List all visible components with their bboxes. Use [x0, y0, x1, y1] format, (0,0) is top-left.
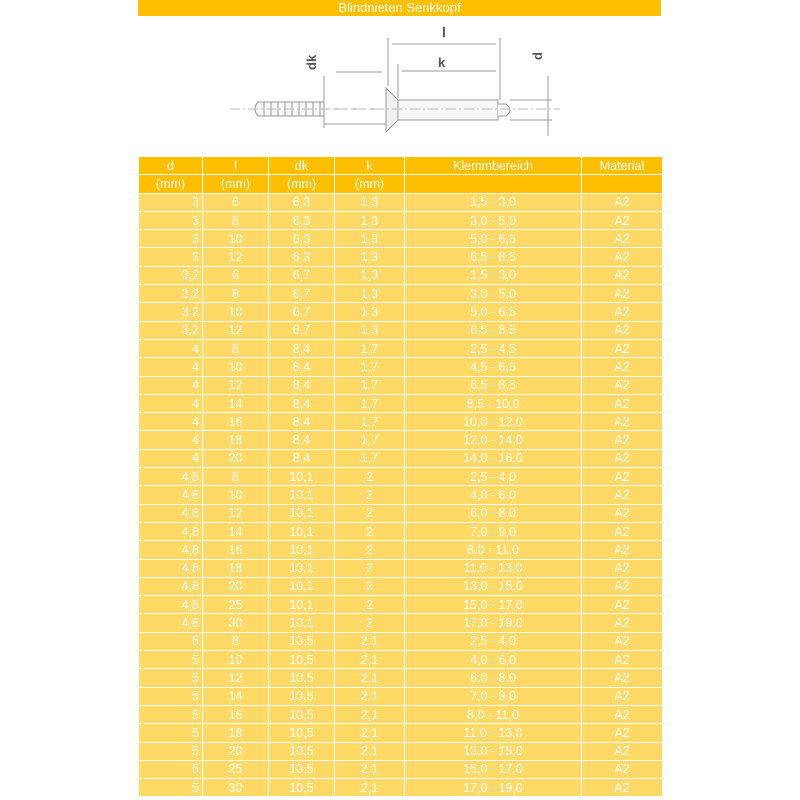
cell-d: 4,8	[139, 614, 203, 632]
cell-material: A2	[582, 687, 663, 705]
cell-d: 4	[139, 376, 203, 394]
unit-d: (mm)	[139, 175, 203, 193]
unit-material	[582, 175, 663, 193]
cell-d: 4	[139, 394, 203, 412]
table-row	[139, 577, 663, 595]
cell-material: A2	[582, 614, 663, 632]
cell-l: 10	[203, 651, 269, 669]
cell-klemmbereich: 6,5 - 8,5	[405, 321, 582, 339]
cell-k: 1,3	[335, 211, 405, 229]
cell-material: A2	[582, 522, 663, 540]
cell-klemmbereich: 11,0 - 13,0	[405, 559, 582, 577]
cell-klemmbereich: 3,0 - 5,0	[405, 211, 582, 229]
cell-k: 1,7	[335, 431, 405, 449]
cell-dk: 6,3	[269, 248, 335, 266]
cell-l: 30	[203, 779, 269, 797]
cell-l: 14	[203, 522, 269, 540]
cell-d: 3,2	[139, 321, 203, 339]
cell-dk: 6,3	[269, 211, 335, 229]
table-row	[139, 486, 663, 504]
cell-dk: 8,4	[269, 449, 335, 467]
cell-material: A2	[582, 742, 663, 760]
cell-l: 14	[203, 394, 269, 412]
table-row	[139, 376, 663, 394]
cell-klemmbereich: 2,5 - 4,0	[405, 632, 582, 650]
unit-klemmbereich	[405, 175, 582, 193]
cell-dk: 10,1	[269, 486, 335, 504]
cell-klemmbereich: 4,0 - 6,0	[405, 651, 582, 669]
cell-d: 4,8	[139, 577, 203, 595]
table-row	[139, 431, 663, 449]
table-row	[139, 358, 663, 376]
cell-klemmbereich: 8,5 - 10,0	[405, 394, 582, 412]
cell-klemmbereich: 11,0 - 13,0	[405, 724, 582, 742]
cell-k: 2,1	[335, 724, 405, 742]
cell-d: 4	[139, 449, 203, 467]
cell-k: 1,3	[335, 285, 405, 303]
cell-dk: 10,5	[269, 724, 335, 742]
dimension-label-dk: dk	[304, 54, 319, 70]
cell-dk: 10,1	[269, 522, 335, 540]
dimension-label-d: d	[530, 52, 545, 60]
table-row	[139, 632, 663, 650]
table-row	[139, 449, 663, 467]
cell-klemmbereich: 1,5 - 3,0	[405, 266, 582, 284]
cell-k: 1,3	[335, 230, 405, 248]
cell-klemmbereich: 12,0 - 14,0	[405, 431, 582, 449]
cell-k: 2	[335, 522, 405, 540]
dimension-label-l: l	[442, 24, 446, 40]
cell-k: 2	[335, 614, 405, 632]
cell-k: 2,1	[335, 760, 405, 778]
cell-dk: 8,4	[269, 431, 335, 449]
cell-klemmbereich: 15,0 - 17,0	[405, 760, 582, 778]
cell-k: 2,1	[335, 669, 405, 687]
cell-k: 2,1	[335, 632, 405, 650]
table-row	[139, 266, 663, 284]
cell-klemmbereich: 4,5 - 6,5	[405, 358, 582, 376]
cell-k: 1,7	[335, 449, 405, 467]
cell-l: 16	[203, 413, 269, 431]
table-row	[139, 504, 663, 522]
unit-k: (mm)	[335, 175, 405, 193]
cell-material: A2	[582, 596, 663, 614]
cell-material: A2	[582, 724, 663, 742]
cell-k: 2,1	[335, 742, 405, 760]
cell-l: 20	[203, 577, 269, 595]
cell-k: 2	[335, 596, 405, 614]
cell-dk: 10,1	[269, 468, 335, 486]
cell-k: 1,7	[335, 413, 405, 431]
cell-material: A2	[582, 303, 663, 321]
cell-l: 14	[203, 687, 269, 705]
cell-d: 3,2	[139, 303, 203, 321]
cell-klemmbereich: 7,0 - 9,0	[405, 522, 582, 540]
cell-dk: 10,1	[269, 596, 335, 614]
cell-l: 12	[203, 669, 269, 687]
cell-klemmbereich: 10,0 - 12,0	[405, 413, 582, 431]
table-row	[139, 779, 663, 797]
cell-k: 2	[335, 541, 405, 559]
cell-d: 5	[139, 669, 203, 687]
cell-d: 4,8	[139, 541, 203, 559]
cell-d: 5	[139, 687, 203, 705]
cell-dk: 10,5	[269, 669, 335, 687]
cell-d: 4,8	[139, 486, 203, 504]
header-dk: dk	[269, 157, 335, 175]
page-title: Blindnieten Senkkopf	[138, 0, 661, 16]
cell-k: 1,3	[335, 193, 405, 211]
cell-k: 1,3	[335, 266, 405, 284]
cell-l: 6	[203, 193, 269, 211]
cell-dk: 6,7	[269, 285, 335, 303]
table-row	[139, 596, 663, 614]
header-d: d	[139, 157, 203, 175]
cell-k: 2	[335, 486, 405, 504]
cell-dk: 10,5	[269, 705, 335, 723]
cell-klemmbereich: 8,0 - 11,0	[405, 541, 582, 559]
header-row	[139, 157, 663, 175]
cell-material: A2	[582, 632, 663, 650]
cell-material: A2	[582, 541, 663, 559]
cell-material: A2	[582, 760, 663, 778]
cell-klemmbereich: 5,0 - 6,5	[405, 303, 582, 321]
cell-d: 4,8	[139, 468, 203, 486]
cell-klemmbereich: 2,5 - 4,5	[405, 339, 582, 357]
cell-dk: 8,4	[269, 413, 335, 431]
cell-k: 1,3	[335, 303, 405, 321]
cell-material: A2	[582, 559, 663, 577]
cell-d: 4	[139, 413, 203, 431]
cell-d: 5	[139, 760, 203, 778]
cell-material: A2	[582, 651, 663, 669]
unit-l: (mm)	[203, 175, 269, 193]
cell-material: A2	[582, 413, 663, 431]
cell-l: 25	[203, 760, 269, 778]
table-row	[139, 303, 663, 321]
table-row	[139, 742, 663, 760]
cell-material: A2	[582, 321, 663, 339]
cell-material: A2	[582, 248, 663, 266]
cell-material: A2	[582, 394, 663, 412]
cell-d: 4,8	[139, 504, 203, 522]
cell-material: A2	[582, 285, 663, 303]
cell-l: 10	[203, 230, 269, 248]
cell-klemmbereich: 13,0 - 15,0	[405, 577, 582, 595]
header-k: k	[335, 157, 405, 175]
cell-material: A2	[582, 468, 663, 486]
cell-l: 6	[203, 266, 269, 284]
cell-d: 4,8	[139, 522, 203, 540]
cell-dk: 10,5	[269, 632, 335, 650]
cell-klemmbereich: 8,0 - 11,0	[405, 705, 582, 723]
cell-dk: 8,4	[269, 358, 335, 376]
cell-k: 2,1	[335, 779, 405, 797]
cell-dk: 10,1	[269, 504, 335, 522]
cell-klemmbereich: 17,0 - 19,0	[405, 779, 582, 797]
table-row	[139, 651, 663, 669]
cell-d: 3	[139, 248, 203, 266]
cell-material: A2	[582, 211, 663, 229]
cell-l: 25	[203, 596, 269, 614]
cell-dk: 6,7	[269, 266, 335, 284]
cell-d: 5	[139, 632, 203, 650]
cell-d: 3	[139, 193, 203, 211]
cell-klemmbereich: 6,0 - 8,0	[405, 669, 582, 687]
table-row	[139, 559, 663, 577]
cell-klemmbereich: 7,0 - 9,0	[405, 687, 582, 705]
table-row	[139, 760, 663, 778]
cell-dk: 6,7	[269, 321, 335, 339]
table-row	[139, 541, 663, 559]
cell-dk: 10,1	[269, 541, 335, 559]
cell-l: 20	[203, 449, 269, 467]
cell-d: 3,2	[139, 285, 203, 303]
cell-l: 20	[203, 742, 269, 760]
cell-dk: 10,5	[269, 779, 335, 797]
cell-klemmbereich: 6,0 - 8,0	[405, 504, 582, 522]
cell-k: 2,1	[335, 705, 405, 723]
cell-d: 5	[139, 705, 203, 723]
table-row	[139, 230, 663, 248]
cell-d: 4,8	[139, 596, 203, 614]
cell-k: 1,3	[335, 248, 405, 266]
table-row	[139, 211, 663, 229]
cell-material: A2	[582, 779, 663, 797]
cell-material: A2	[582, 193, 663, 211]
cell-l: 30	[203, 614, 269, 632]
cell-material: A2	[582, 230, 663, 248]
dimension-label-k: k	[438, 55, 446, 70]
units-row	[139, 175, 663, 193]
cell-l: 10	[203, 358, 269, 376]
cell-l: 12	[203, 376, 269, 394]
cell-d: 4	[139, 431, 203, 449]
cell-klemmbereich: 5,0 - 6,5	[405, 230, 582, 248]
cell-k: 2	[335, 504, 405, 522]
cell-k: 2,1	[335, 651, 405, 669]
header-klemmbereich: Klemmbereich	[405, 157, 582, 175]
cell-dk: 10,1	[269, 577, 335, 595]
cell-klemmbereich: 4,0 - 6,0	[405, 486, 582, 504]
cell-dk: 10,5	[269, 760, 335, 778]
cell-k: 1,7	[335, 394, 405, 412]
unit-dk: (mm)	[269, 175, 335, 193]
cell-material: A2	[582, 376, 663, 394]
rivet-specs-table	[138, 156, 663, 797]
cell-l: 18	[203, 559, 269, 577]
cell-dk: 10,1	[269, 559, 335, 577]
cell-d: 4	[139, 358, 203, 376]
cell-l: 18	[203, 724, 269, 742]
cell-d: 4	[139, 339, 203, 357]
table-row	[139, 285, 663, 303]
cell-klemmbereich: 15,0 - 17,0	[405, 596, 582, 614]
table-row	[139, 724, 663, 742]
cell-klemmbereich: 13,0 - 15,0	[405, 742, 582, 760]
table-row	[139, 687, 663, 705]
cell-material: A2	[582, 266, 663, 284]
cell-k: 1,7	[335, 358, 405, 376]
cell-material: A2	[582, 431, 663, 449]
cell-l: 12	[203, 248, 269, 266]
cell-dk: 10,5	[269, 651, 335, 669]
cell-l: 18	[203, 431, 269, 449]
cell-d: 4,8	[139, 559, 203, 577]
cell-k: 2,1	[335, 687, 405, 705]
cell-material: A2	[582, 705, 663, 723]
cell-l: 8	[203, 339, 269, 357]
cell-klemmbereich: 17,0 - 19,0	[405, 614, 582, 632]
cell-l: 8	[203, 468, 269, 486]
cell-material: A2	[582, 486, 663, 504]
cell-l: 10	[203, 486, 269, 504]
cell-dk: 8,4	[269, 339, 335, 357]
cell-klemmbereich: 1,5 - 3,0	[405, 193, 582, 211]
cell-d: 5	[139, 651, 203, 669]
cell-d: 3,2	[139, 266, 203, 284]
cell-klemmbereich: 6,5 - 8,5	[405, 376, 582, 394]
cell-klemmbereich: 14,0 - 16,0	[405, 449, 582, 467]
cell-l: 16	[203, 705, 269, 723]
cell-dk: 6,3	[269, 193, 335, 211]
table-row	[139, 669, 663, 687]
cell-material: A2	[582, 577, 663, 595]
cell-k: 2	[335, 577, 405, 595]
cell-dk: 10,5	[269, 687, 335, 705]
header-material: Material	[582, 157, 663, 175]
cell-dk: 6,3	[269, 230, 335, 248]
cell-klemmbereich: 2,5 - 4,0	[405, 468, 582, 486]
cell-d: 3	[139, 211, 203, 229]
cell-l: 10	[203, 303, 269, 321]
cell-material: A2	[582, 504, 663, 522]
cell-l: 8	[203, 632, 269, 650]
cell-dk: 8,4	[269, 376, 335, 394]
cell-d: 3	[139, 230, 203, 248]
cell-l: 16	[203, 541, 269, 559]
cell-d: 5	[139, 724, 203, 742]
rivet-diagram	[230, 16, 570, 154]
cell-dk: 8,4	[269, 394, 335, 412]
table-row	[139, 248, 663, 266]
cell-material: A2	[582, 339, 663, 357]
cell-l: 12	[203, 321, 269, 339]
table-row	[139, 522, 663, 540]
cell-l: 8	[203, 211, 269, 229]
cell-k: 2	[335, 468, 405, 486]
header-l: l	[203, 157, 269, 175]
cell-material: A2	[582, 449, 663, 467]
cell-l: 8	[203, 285, 269, 303]
cell-klemmbereich: 3,0 - 5,0	[405, 285, 582, 303]
cell-k: 1,7	[335, 376, 405, 394]
cell-dk: 10,5	[269, 742, 335, 760]
cell-l: 12	[203, 504, 269, 522]
cell-material: A2	[582, 669, 663, 687]
cell-d: 5	[139, 742, 203, 760]
table-row	[139, 614, 663, 632]
table-row	[139, 193, 663, 211]
table-row	[139, 413, 663, 431]
table-row	[139, 339, 663, 357]
cell-dk: 10,1	[269, 614, 335, 632]
table-row	[139, 394, 663, 412]
cell-k: 1,7	[335, 339, 405, 357]
cell-klemmbereich: 6,5 - 8,5	[405, 248, 582, 266]
cell-k: 1,3	[335, 321, 405, 339]
cell-material: A2	[582, 358, 663, 376]
cell-dk: 6,7	[269, 303, 335, 321]
table-row	[139, 468, 663, 486]
cell-d: 5	[139, 779, 203, 797]
table-row	[139, 321, 663, 339]
cell-k: 2	[335, 559, 405, 577]
table-row	[139, 705, 663, 723]
